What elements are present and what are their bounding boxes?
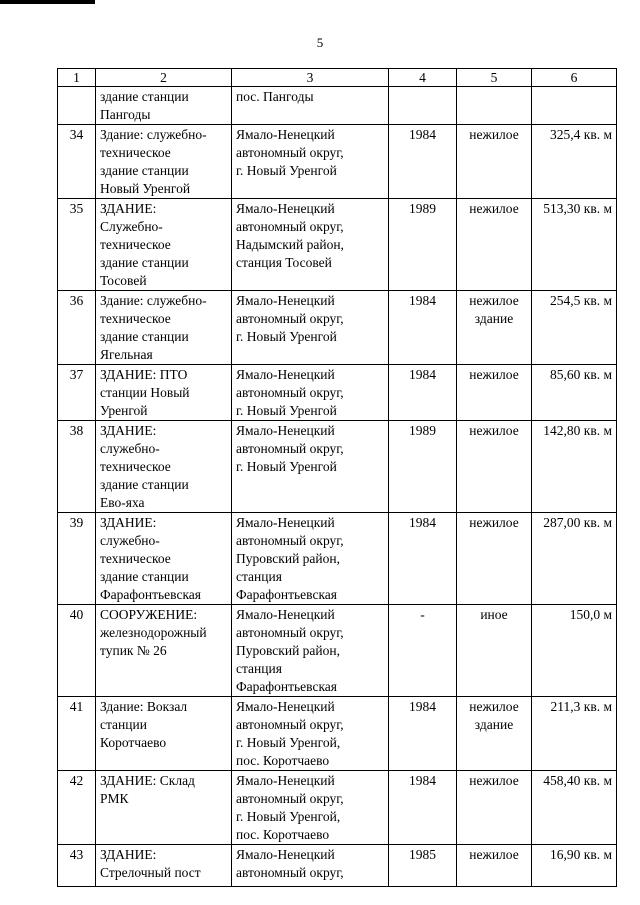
table-row	[58, 771, 617, 845]
location-cell	[232, 697, 389, 771]
location-cell	[232, 421, 389, 513]
row-number-cell-text: 37	[69, 367, 84, 382]
area-cell	[532, 605, 617, 697]
table-row	[58, 365, 617, 421]
location-cell-line: автономный округ,	[236, 219, 344, 234]
year-cell	[389, 605, 457, 697]
location-cell-line: автономный округ,	[236, 441, 344, 456]
area-cell	[532, 199, 617, 291]
purpose-cell-line: здание	[474, 311, 514, 326]
location-cell-line: г. Новый Уренгой	[236, 329, 337, 344]
object-name-cell-line: Фарафонтьевская	[100, 587, 202, 602]
year-cell-text: 1984	[409, 515, 436, 530]
location-cell	[232, 291, 389, 365]
location-cell	[232, 513, 389, 605]
location-cell-line: пос. Пангоды	[236, 89, 314, 104]
year-cell-text: 1984	[409, 127, 436, 142]
header-cell-4: 4	[389, 69, 457, 87]
year-cell	[389, 199, 457, 291]
area-cell	[532, 697, 617, 771]
header-cell-3: 3	[232, 69, 389, 87]
location-cell-line: Фарафонтьевская	[236, 679, 338, 694]
year-cell	[389, 365, 457, 421]
location-cell-line: Ямало-Ненецкий	[236, 293, 335, 308]
year-cell-text: 1989	[409, 423, 436, 438]
year-cell-text: 1984	[409, 773, 436, 788]
location-cell-line: Надымский район,	[236, 237, 344, 252]
purpose-cell-line: нежилое	[469, 515, 519, 530]
purpose-cell	[457, 771, 532, 845]
object-name-cell-line: Уренгой	[100, 403, 148, 418]
area-cell-text: 142,80 кв. м	[543, 423, 612, 438]
location-cell-line: Ямало-Ненецкий	[236, 515, 335, 530]
location-cell-line: автономный округ,	[236, 145, 344, 160]
location-cell	[232, 125, 389, 199]
object-name-cell	[96, 421, 232, 513]
area-cell	[532, 771, 617, 845]
object-name-cell-line: Служебно-	[100, 219, 163, 234]
location-cell-line: станция	[236, 661, 282, 676]
header-cell-6: 6	[532, 69, 617, 87]
purpose-cell	[457, 125, 532, 199]
year-cell	[389, 771, 457, 845]
purpose-cell	[457, 845, 532, 887]
location-cell-line: автономный округ,	[236, 385, 344, 400]
object-name-cell-line: здание станции	[100, 477, 189, 492]
location-cell-line: Фарафонтьевская	[236, 587, 338, 602]
location-cell-line: г. Новый Уренгой	[236, 403, 337, 418]
year-cell	[389, 697, 457, 771]
object-name-cell-line: служебно-	[100, 441, 160, 456]
table-row	[58, 199, 617, 291]
object-name-cell-line: тупик № 26	[100, 643, 167, 658]
location-cell-line: г. Новый Уренгой	[236, 459, 337, 474]
area-cell	[532, 421, 617, 513]
area-cell-text: 325,4 кв. м	[550, 127, 612, 142]
location-cell-line: г. Новый Уренгой,	[236, 809, 341, 824]
object-name-cell-line: техническое	[100, 237, 171, 252]
object-name-cell-line: техническое	[100, 551, 171, 566]
location-cell	[232, 199, 389, 291]
object-name-cell-line: Новый Уренгой	[100, 181, 191, 196]
row-number-cell	[58, 771, 96, 845]
object-name-cell-line: техническое	[100, 145, 171, 160]
row-number-cell-text: 40	[69, 607, 84, 622]
location-cell-line: Ямало-Ненецкий	[236, 607, 335, 622]
object-name-cell-line: станции	[100, 717, 147, 732]
location-cell-line: г. Новый Уренгой	[236, 163, 337, 178]
location-cell-line: г. Новый Уренгой,	[236, 735, 341, 750]
object-name-cell-line: ЗДАНИЕ:	[100, 515, 157, 530]
object-name-cell-line: ЗДАНИЕ:	[100, 201, 157, 216]
area-cell-text: 16,90 кв. м	[550, 847, 612, 862]
location-cell-line: автономный округ,	[236, 311, 344, 326]
table-row	[58, 87, 617, 125]
location-cell	[232, 365, 389, 421]
row-number-cell	[58, 513, 96, 605]
purpose-cell	[457, 199, 532, 291]
table-row	[58, 421, 617, 513]
row-number-cell	[58, 125, 96, 199]
row-number-cell	[58, 845, 96, 887]
year-cell-text: 1984	[409, 293, 436, 308]
purpose-cell	[457, 421, 532, 513]
purpose-cell	[457, 291, 532, 365]
object-name-cell-line: ЗДАНИЕ: Склад	[100, 773, 195, 788]
object-name-cell-line: здание станции	[100, 163, 189, 178]
purpose-cell-line: нежилое	[469, 201, 519, 216]
object-name-cell-line: железнодорожный	[100, 625, 207, 640]
purpose-cell-line: здание	[474, 717, 514, 732]
location-cell-line: Ямало-Ненецкий	[236, 201, 335, 216]
object-name-cell-line: станции Новый	[100, 385, 190, 400]
year-cell	[389, 513, 457, 605]
location-cell-line: станция	[236, 569, 282, 584]
year-cell-text: -	[420, 607, 425, 622]
object-name-cell	[96, 87, 232, 125]
row-number-cell-text: 36	[69, 293, 84, 308]
location-cell-line: Ямало-Ненецкий	[236, 773, 335, 788]
object-name-cell-line: РМК	[100, 791, 129, 806]
header-row	[58, 69, 617, 87]
object-name-cell-line: техническое	[100, 459, 171, 474]
purpose-cell-line: иное	[480, 607, 508, 622]
location-cell-line: станция Тосовей	[236, 255, 332, 270]
object-name-cell-line: здание станции	[100, 569, 189, 584]
purpose-cell-line: нежилое	[469, 423, 519, 438]
table-row	[58, 845, 617, 887]
area-cell	[532, 87, 617, 125]
header-cell-5: 5	[457, 69, 532, 87]
object-name-cell-line: здание станции	[100, 255, 189, 270]
purpose-cell	[457, 365, 532, 421]
row-number-cell-text: 42	[69, 773, 84, 788]
object-name-cell-line: здание станции	[100, 89, 189, 104]
purpose-cell	[457, 697, 532, 771]
table-row	[58, 291, 617, 365]
purpose-cell-line: нежилое	[469, 699, 519, 714]
object-name-cell-line: ЗДАНИЕ:	[100, 847, 157, 862]
purpose-cell-line: нежилое	[469, 127, 519, 142]
object-name-cell	[96, 513, 232, 605]
object-name-cell-line: Стрелочный пост	[100, 865, 201, 880]
location-cell-line: Пуровский район,	[236, 643, 340, 658]
area-cell	[532, 291, 617, 365]
row-number-cell-text: 41	[69, 699, 84, 714]
table-row	[58, 697, 617, 771]
location-cell-line: Ямало-Ненецкий	[236, 127, 335, 142]
location-cell	[232, 87, 389, 125]
top-edge-mark	[0, 0, 95, 4]
property-table	[57, 68, 617, 887]
location-cell-line: пос. Коротчаево	[236, 827, 330, 842]
location-cell	[232, 605, 389, 697]
area-cell	[532, 845, 617, 887]
row-number-cell-text: 35	[69, 201, 84, 216]
year-cell	[389, 845, 457, 887]
object-name-cell-line: СООРУЖЕНИЕ:	[100, 607, 198, 622]
object-name-cell-line: Здание: служебно-	[100, 293, 207, 308]
year-cell	[389, 87, 457, 125]
area-cell-text: 211,3 кв. м	[550, 699, 612, 714]
purpose-cell	[457, 513, 532, 605]
object-name-cell	[96, 697, 232, 771]
object-name-cell	[96, 125, 232, 199]
area-cell-text: 513,30 кв. м	[543, 201, 612, 216]
location-cell-line: пос. Коротчаево	[236, 753, 330, 768]
object-name-cell-line: Коротчаево	[100, 735, 167, 750]
area-cell-text: 458,40 кв. м	[543, 773, 612, 788]
year-cell-text: 1984	[409, 699, 436, 714]
object-name-cell-line: Здание: Вокзал	[100, 699, 188, 714]
object-name-cell-line: Пангоды	[100, 107, 151, 122]
object-name-cell-line: Здание: служебно-	[100, 127, 207, 142]
purpose-cell-line: нежилое	[469, 293, 519, 308]
location-cell-line: автономный округ,	[236, 865, 344, 880]
row-number-cell	[58, 605, 96, 697]
location-cell-line: автономный округ,	[236, 717, 344, 732]
row-number-cell	[58, 291, 96, 365]
area-cell	[532, 125, 617, 199]
area-cell-text: 254,5 кв. м	[550, 293, 612, 308]
row-number-cell	[58, 199, 96, 291]
table-row	[58, 605, 617, 697]
header-cell-1: 1	[58, 69, 96, 87]
object-name-cell	[96, 771, 232, 845]
area-cell-text: 150,0 м	[569, 607, 612, 622]
row-number-cell-text: 34	[69, 127, 84, 142]
row-number-cell-text: 43	[69, 847, 84, 862]
location-cell-line: Ямало-Ненецкий	[236, 423, 335, 438]
year-cell-text: 1989	[409, 201, 436, 216]
purpose-cell	[457, 87, 532, 125]
purpose-cell	[457, 605, 532, 697]
object-name-cell	[96, 605, 232, 697]
table-row	[58, 513, 617, 605]
row-number-cell	[58, 365, 96, 421]
row-number-cell	[58, 421, 96, 513]
location-cell-line: Ямало-Ненецкий	[236, 699, 335, 714]
object-name-cell-line: техническое	[100, 311, 171, 326]
year-cell	[389, 125, 457, 199]
location-cell-line: автономный округ,	[236, 533, 344, 548]
object-name-cell	[96, 365, 232, 421]
object-name-cell-line: здание станции	[100, 329, 189, 344]
table-row	[58, 125, 617, 199]
object-name-cell	[96, 291, 232, 365]
year-cell-text: 1984	[409, 367, 436, 382]
row-number-cell-text: 38	[69, 423, 84, 438]
area-cell-text: 85,60 кв. м	[550, 367, 612, 382]
object-name-cell	[96, 845, 232, 887]
purpose-cell-line: нежилое	[469, 773, 519, 788]
location-cell-line: Ямало-Ненецкий	[236, 367, 335, 382]
location-cell-line: автономный округ,	[236, 791, 344, 806]
year-cell	[389, 421, 457, 513]
location-cell-line: Пуровский район,	[236, 551, 340, 566]
header-cell-2: 2	[96, 69, 232, 87]
object-name-cell-line: Тосовей	[100, 273, 147, 288]
location-cell	[232, 771, 389, 845]
object-name-cell-line: ЗДАНИЕ: ПТО	[100, 367, 188, 382]
object-name-cell-line: Ево-яха	[100, 495, 145, 510]
object-name-cell-line: Ягельная	[100, 347, 153, 362]
object-name-cell	[96, 199, 232, 291]
location-cell-line: Ямало-Ненецкий	[236, 847, 335, 862]
page-number: 5	[316, 35, 324, 50]
location-cell-line: автономный округ,	[236, 625, 344, 640]
year-cell-text: 1985	[409, 847, 436, 862]
object-name-cell-line: ЗДАНИЕ:	[100, 423, 157, 438]
purpose-cell-line: нежилое	[469, 367, 519, 382]
row-number-cell-text: 39	[69, 515, 84, 530]
area-cell-text: 287,00 кв. м	[543, 515, 612, 530]
purpose-cell-line: нежилое	[469, 847, 519, 862]
row-number-cell	[58, 697, 96, 771]
area-cell	[532, 365, 617, 421]
row-number-cell	[58, 87, 96, 125]
location-cell	[232, 845, 389, 887]
object-name-cell-line: служебно-	[100, 533, 160, 548]
area-cell	[532, 513, 617, 605]
year-cell	[389, 291, 457, 365]
